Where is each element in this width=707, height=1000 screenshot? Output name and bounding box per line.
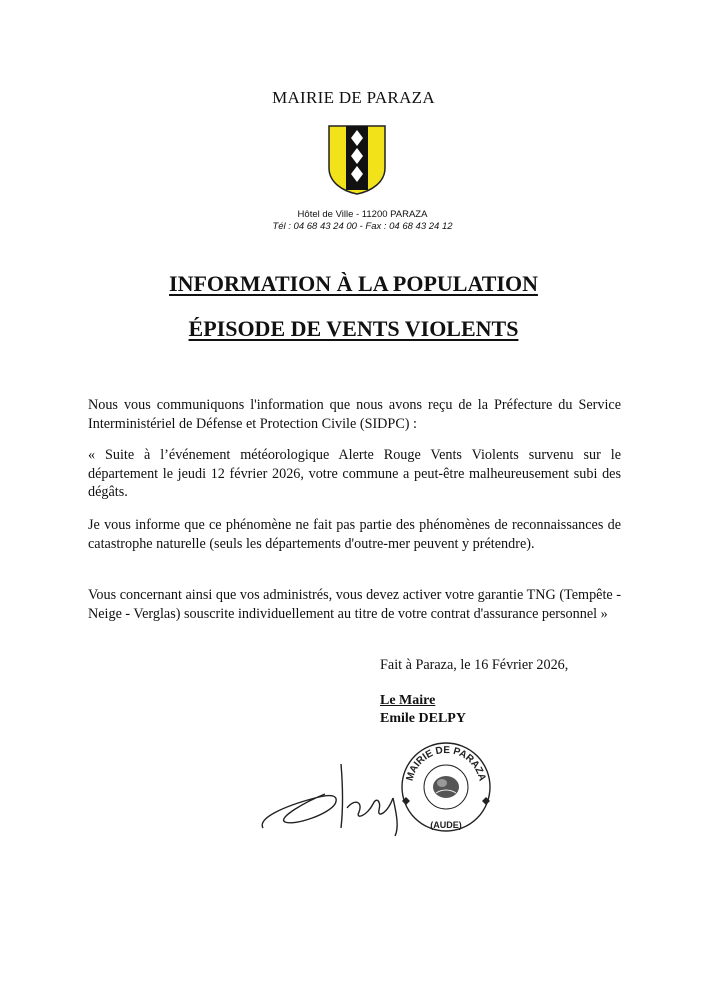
mairie-stamp [396, 735, 496, 835]
stamp-bottom-text: (AUDE) [430, 820, 462, 830]
mairie-title: MAIRIE DE PARAZA [272, 88, 435, 107]
stamp-emblem-icon [433, 776, 459, 798]
paragraph-intro: Nous vous communiquons l'information que nous avons reçu de la Préfecture du Service Interministériel de Défense et Protection Civile (SIDPC) : [88, 397, 621, 432]
headline-episode: ÉPISODE DE VENTS VIOLENTS [188, 316, 519, 341]
phone-fax-line: Tél : 04 68 43 24 00 - Fax : 04 68 43 24 12 [272, 221, 453, 232]
paragraph-event: « Suite à l’événement météorologique Alerte Rouge Vents Violents survenu sur le département le jeudi 12 février 2026, votre commune a peut-être malheureusement subi des dégâts. [88, 447, 621, 500]
headline-information: INFORMATION À LA POPULATION [169, 271, 538, 296]
place-date: Fait à Paraza, le 16 Février 2026, [380, 657, 569, 673]
address-line: Hôtel de Ville - 11200 PARAZA [297, 209, 428, 220]
paragraph-catastrophe: Je vous informe que ce phénomène ne fait pas partie des phénomènes de reconnaissances de catastrophe naturelle (seuls les départements d'outre-mer peuvent y prétendre). [88, 517, 621, 552]
mairie-address [0, 209, 707, 233]
coat-of-arms-icon [327, 124, 387, 196]
signatory-name: Emile DELPY [380, 711, 466, 726]
signatory-role: Le Maire [380, 693, 436, 708]
stamp-top-text: MAIRIE DE PARAZA [404, 744, 488, 783]
paragraph-insurance: Vous concernant ainsi que vos administrés, vous devez activer votre garantie TNG (Tempête - Neige - Verglas) souscrite individuellement au titre de votre contrat d'assurance personnel » [88, 587, 621, 622]
